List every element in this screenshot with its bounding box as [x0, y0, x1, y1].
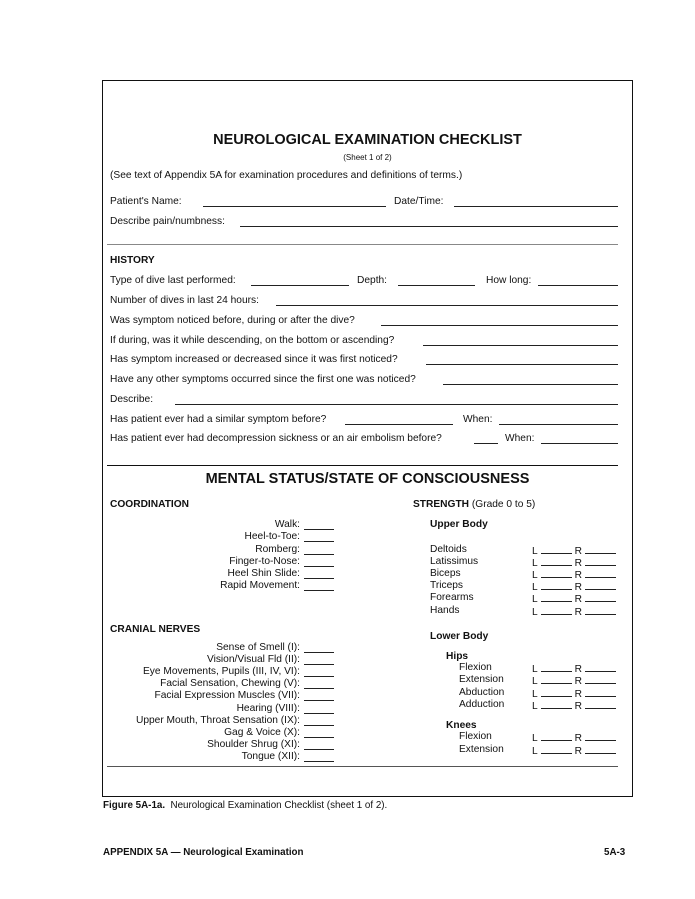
upper-body-heading: Upper Body [430, 519, 488, 530]
right-label: R [574, 676, 583, 687]
coordination-field[interactable] [304, 566, 334, 567]
lr-row[interactable] [532, 744, 616, 758]
hips-item: Flexion [459, 662, 492, 673]
left-label: L [532, 746, 538, 757]
if-during-label: If during, was it while descending, on the bottom or ascending? [110, 335, 395, 346]
cranial-item: Vision/Visual Fld (II): [206, 654, 300, 665]
upper-item: Hands [430, 605, 460, 616]
left-label: L [532, 558, 538, 569]
caption-text: Neurological Examination Checklist (sheet 1 of 2). [170, 800, 388, 811]
left-field[interactable] [541, 592, 572, 602]
left-label: L [532, 733, 538, 744]
coordination-item: Finger-to-Nose: [229, 556, 300, 567]
mental-status-heading: MENTAL STATUS/STATE OF CONSCIOUSNESS [205, 471, 530, 487]
upper-item: Latissimus [430, 556, 479, 567]
describe-pain-label: Describe pain/numbness: [110, 216, 225, 227]
cranial-field[interactable] [304, 676, 334, 677]
left-label: L [532, 689, 538, 700]
left-field[interactable] [541, 605, 572, 615]
coordination-heading: COORDINATION [110, 499, 190, 510]
left-label: L [532, 582, 538, 593]
cranial-item: Shoulder Shrug (XI): [207, 739, 300, 750]
right-label: R [574, 582, 583, 593]
knees-heading: Knees [446, 720, 477, 731]
left-label: L [532, 570, 538, 581]
coordination-item: Rapid Movement: [220, 580, 300, 591]
coordination-field[interactable] [304, 554, 334, 555]
coordination-field[interactable] [304, 578, 334, 579]
right-label: R [574, 733, 583, 744]
coordination-item: Romberg: [255, 544, 300, 555]
left-label: L [532, 664, 538, 675]
upper-item: Biceps [430, 568, 461, 579]
right-field[interactable] [585, 699, 616, 709]
page-number: 5A-3 [604, 847, 626, 858]
sheet-label: (Sheet 1 of 2) [343, 153, 392, 162]
symptom-noticed-field[interactable] [381, 325, 618, 326]
how-long-label: How long: [486, 275, 532, 286]
left-label: L [532, 676, 538, 687]
lr-row[interactable] [532, 699, 616, 713]
similar-label: Has patient ever had a similar symptom before? [110, 414, 327, 425]
cranial-item: Facial Expression Muscles (VII): [154, 690, 300, 701]
cranial-item: Hearing (VIII): [236, 703, 300, 714]
patient-name-field[interactable] [203, 206, 386, 207]
right-label: R [574, 607, 583, 618]
cranial-item: Upper Mouth, Throat Sensation (IX): [135, 715, 300, 726]
left-field[interactable] [541, 544, 572, 554]
right-field[interactable] [585, 744, 616, 754]
describe-field[interactable] [175, 404, 618, 405]
right-label: R [574, 664, 583, 675]
increased-label: Has symptom increased or decreased since it was first noticed? [110, 354, 398, 365]
strength-grade: (Grade 0 to 5) [471, 499, 536, 510]
left-label: L [532, 701, 538, 712]
left-field[interactable] [541, 744, 572, 754]
coordination-item: Heel Shin Slide: [227, 568, 300, 579]
left-label: L [532, 594, 538, 605]
how-long-field[interactable] [538, 285, 618, 286]
cranial-field[interactable] [304, 737, 334, 738]
decompression-field[interactable] [474, 443, 498, 444]
right-label: R [574, 701, 583, 712]
coordination-item: Walk: [274, 519, 300, 530]
right-field[interactable] [585, 580, 616, 590]
upper-item: Triceps [430, 580, 464, 591]
left-label: L [532, 607, 538, 618]
if-during-field[interactable] [423, 345, 618, 346]
lr-row[interactable] [532, 674, 616, 688]
other-symptoms-label: Have any other symptoms occurred since the first one was noticed? [110, 374, 416, 385]
cranial-field[interactable] [304, 688, 334, 689]
similar-field[interactable] [345, 424, 453, 425]
symptom-noticed-label: Was symptom noticed before, during or after the dive? [110, 315, 355, 326]
left-field[interactable] [541, 731, 572, 741]
coordination-field[interactable] [304, 590, 334, 591]
when2-label: When: [505, 433, 535, 444]
when1-field[interactable] [499, 424, 618, 425]
cranial-field[interactable] [304, 664, 334, 665]
when1-label: When: [463, 414, 493, 425]
depth-label: Depth: [357, 275, 388, 286]
left-field[interactable] [541, 687, 572, 697]
date-time-label: Date/Time: [394, 196, 444, 207]
right-label: R [574, 546, 583, 557]
upper-item: Deltoids [430, 544, 467, 555]
right-field[interactable] [585, 731, 616, 741]
knees-item: Extension [459, 744, 504, 755]
hips-item: Abduction [459, 687, 505, 698]
strength-heading [413, 499, 535, 511]
describe-pain-field[interactable] [240, 226, 618, 227]
left-field[interactable] [541, 662, 572, 672]
depth-field[interactable] [398, 285, 475, 286]
increased-field[interactable] [426, 364, 618, 365]
right-label: R [574, 746, 583, 757]
decompression-label: Has patient ever had decompression sickness or an air embolism before? [110, 433, 442, 444]
history-heading: HISTORY [110, 255, 155, 266]
lr-row[interactable] [532, 731, 616, 745]
right-label: R [574, 570, 583, 581]
cranial-field[interactable] [304, 652, 334, 653]
cranial-item: Tongue (XII): [241, 751, 300, 762]
upper-item: Forearms [430, 592, 474, 603]
dive-type-label: Type of dive last performed: [110, 275, 236, 286]
divider [107, 465, 618, 466]
when2-field[interactable] [541, 443, 618, 444]
right-label: R [574, 558, 583, 569]
cranial-field[interactable] [304, 700, 334, 701]
left-field[interactable] [541, 699, 572, 709]
left-field[interactable] [541, 674, 572, 684]
hips-item: Adduction [459, 699, 505, 710]
coordination-field[interactable] [304, 529, 334, 530]
coordination-field[interactable] [304, 541, 334, 542]
dive-type-field[interactable] [251, 285, 349, 286]
divider [107, 766, 618, 767]
cranial-field[interactable] [304, 725, 334, 726]
cranial-field[interactable] [304, 761, 334, 762]
cranial-item: Facial Sensation, Chewing (V): [160, 678, 300, 689]
hips-heading: Hips [446, 651, 469, 662]
lower-body-heading: Lower Body [430, 631, 489, 642]
form-title: NEUROLOGICAL EXAMINATION CHECKLIST [213, 132, 522, 148]
right-field[interactable] [585, 544, 616, 554]
num-dives-label: Number of dives in last 24 hours: [110, 295, 259, 306]
right-field[interactable] [585, 568, 616, 578]
knees-item: Flexion [459, 731, 492, 742]
right-field[interactable] [585, 662, 616, 672]
cranial-item: Gag & Voice (X): [224, 727, 300, 738]
lr-row[interactable] [532, 605, 616, 619]
figure-caption [103, 800, 387, 812]
right-field[interactable] [585, 556, 616, 566]
cranial-item: Sense of Smell (I): [216, 642, 300, 653]
cranial-field[interactable] [304, 749, 334, 750]
cranial-nerves-heading: CRANIAL NERVES [110, 624, 201, 635]
left-label: L [532, 546, 538, 557]
right-field[interactable] [585, 605, 616, 615]
patient-name-label: Patient's Name: [110, 196, 182, 207]
describe-label: Describe: [110, 394, 154, 405]
num-dives-field[interactable] [276, 305, 618, 306]
right-field[interactable] [585, 687, 616, 697]
cranial-item: Eye Movements, Pupils (III, IV, VI): [142, 666, 300, 677]
date-time-field[interactable] [454, 206, 618, 207]
left-field[interactable] [541, 556, 572, 566]
left-field[interactable] [541, 568, 572, 578]
other-symptoms-field[interactable] [443, 384, 618, 385]
right-label: R [574, 594, 583, 605]
right-field[interactable] [585, 674, 616, 684]
right-field[interactable] [585, 592, 616, 602]
cranial-field[interactable] [304, 713, 334, 714]
left-field[interactable] [541, 580, 572, 590]
hips-item: Extension [459, 674, 504, 685]
coordination-item: Heel-to-Toe: [244, 531, 300, 542]
instructions: (See text of Appendix 5A for examination procedures and definitions of terms.) [110, 170, 463, 181]
divider [107, 244, 618, 245]
footer-left: APPENDIX 5A — Neurological Examination [103, 847, 304, 858]
caption-label: Figure 5A-1a. [103, 800, 166, 811]
lr-row[interactable] [532, 592, 616, 606]
right-label: R [574, 689, 583, 700]
strength-title: STRENGTH [413, 499, 470, 510]
